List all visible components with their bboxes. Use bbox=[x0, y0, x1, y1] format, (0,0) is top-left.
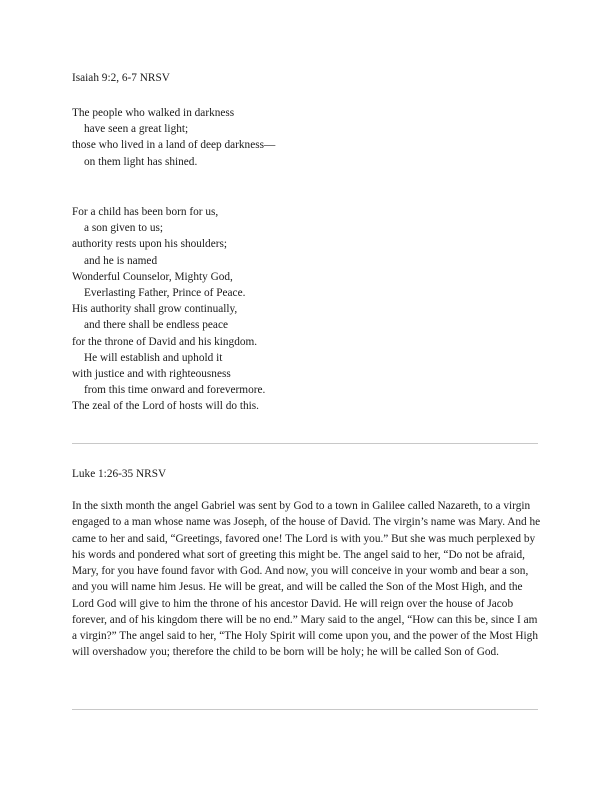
isaiah-stanza-2 bbox=[72, 204, 265, 415]
section-divider bbox=[72, 709, 538, 710]
luke-passage: In the sixth month the angel Gabriel was sent by God to a town in Galilee called Nazareth, to a virgin engaged to a man whose name was Joseph, of the house of David. The virgin’s name was Mary. And he came to her and said, “Greetings, favored one! The Lord is with you.” But she was much perplexed by his words and pondered what sort of greeting this might be. The angel said to her, “Do not be afraid, Mary, for you have found favor with God. And now, you will conceive in your womb and bear a son, and you will name him Jesus. He will be great, and will be called the Son of the Most High, and the Lord God will give to him the throne of his ancestor David. He will reign over the house of Jacob forever, and of his kingdom there will be no end.” Mary said to the angel, “How can this be, since I am a virgin?” The angel said to her, “The Holy Spirit will come upon you, and the power of the Most High will overshadow you; therefore the child to be born will be holy; he will be called Son of God. bbox=[72, 500, 541, 659]
poem-line: and he is named bbox=[84, 254, 158, 267]
poem-line: on them light has shined. bbox=[84, 155, 198, 168]
poem-line: The zeal of the Lord of hosts will do this. bbox=[72, 400, 259, 413]
isaiah-stanza-1 bbox=[72, 105, 275, 170]
poem-line: authority rests upon his shoulders; bbox=[72, 238, 228, 251]
poem-line: and there shall be endless peace bbox=[84, 319, 228, 332]
isaiah-reference: Isaiah 9:2, 6-7 NRSV bbox=[72, 72, 170, 84]
poem-line: those who lived in a land of deep darkness— bbox=[72, 139, 276, 152]
poem-line: have seen a great light; bbox=[84, 123, 189, 136]
poem-line: for the throne of David and his kingdom. bbox=[72, 335, 258, 348]
poem-line: a son given to us; bbox=[84, 222, 164, 235]
section-divider bbox=[72, 443, 538, 444]
luke-reference: Luke 1:26-35 NRSV bbox=[72, 468, 167, 480]
poem-line: Wonderful Counselor, Mighty God, bbox=[72, 270, 233, 283]
poem-line: Everlasting Father, Prince of Peace. bbox=[84, 287, 246, 300]
poem-line: The people who walked in darkness bbox=[72, 107, 235, 119]
poem-line: His authority shall grow continually, bbox=[72, 303, 238, 316]
poem-line: from this time onward and forevermore. bbox=[84, 384, 266, 397]
poem-line: He will establish and uphold it bbox=[84, 351, 223, 364]
poem-line: For a child has been born for us, bbox=[72, 206, 219, 218]
poem-line: with justice and with righteousness bbox=[72, 368, 231, 381]
